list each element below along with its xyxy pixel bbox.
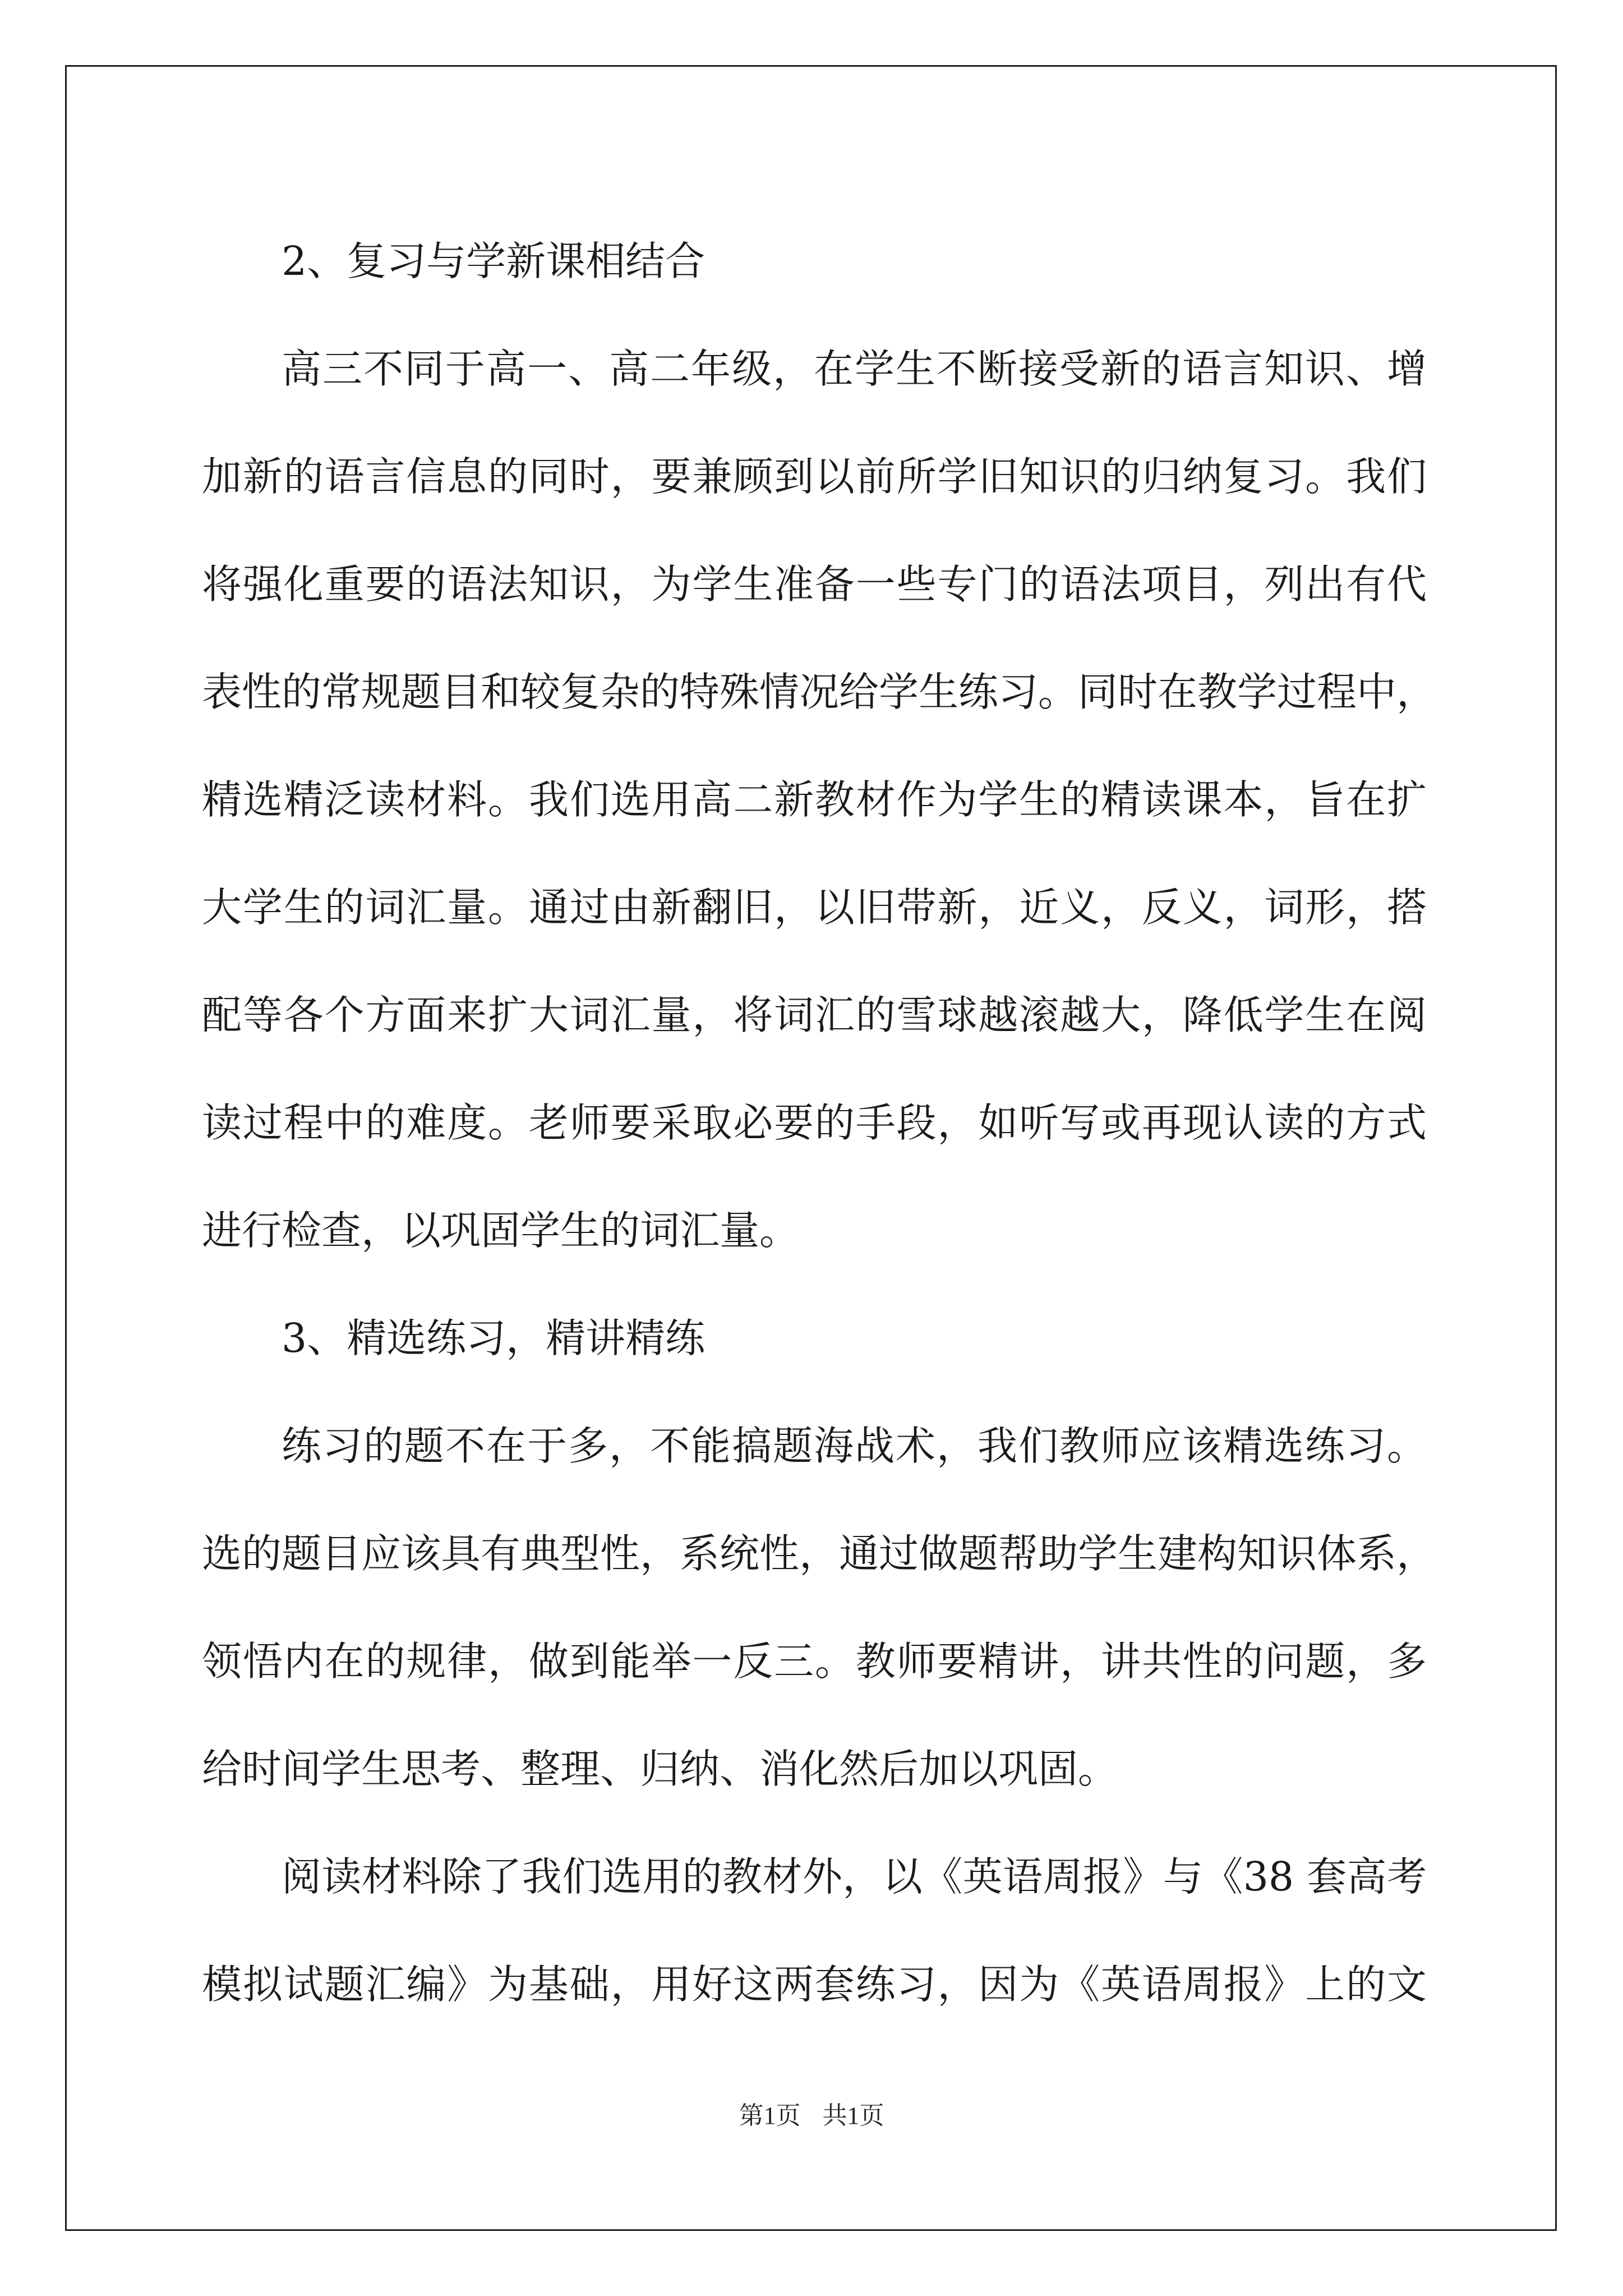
section-heading-3: 3、精选练习，精讲精练	[282, 1315, 706, 1361]
paragraph-line: 给时间学生思考、整理、归纳、消化然后加以巩固。	[202, 1746, 1118, 1792]
paragraph-line: 表性的常规题目和较复杂的特殊情况给学生练习。同时在教学过程中，	[202, 669, 1437, 715]
document-body	[202, 208, 1437, 2039]
paragraph-line: 选的题目应该具有典型性，系统性，通过做题帮助学生建构知识体系，	[202, 1530, 1437, 1577]
paragraph-line: 加新的语言信息的同时，要兼顾到以前所学旧知识的归纳复习。我们	[202, 453, 1427, 500]
paragraph-line: 高三不同于高一、高二年级，在学生不断接受新的语言知识、增	[282, 346, 1427, 392]
page-number: 第1页	[739, 2102, 801, 2129]
paragraph-line: 将强化重要的语法知识，为学生准备一些专门的语法项目，列出有代	[202, 561, 1427, 608]
page-footer	[0, 2095, 1623, 2131]
paragraph-line: 进行检查，以巩固学生的词汇量。	[202, 1207, 800, 1254]
paragraph-line: 练习的题不在于多，不能搞题海战术，我们教师应该精选练习。	[282, 1423, 1427, 1469]
paragraph-line: 精选精泛读材料。我们选用高二新教材作为学生的精读课本，旨在扩	[202, 776, 1427, 823]
page-total: 共1页	[822, 2102, 884, 2129]
paragraph-line: 阅读材料除了我们选用的教材外，以《英语周报》与《38 套高考	[282, 1853, 1427, 1900]
paragraph-line: 配等各个方面来扩大词汇量，将词汇的雪球越滚越大，降低学生在阅	[202, 992, 1427, 1038]
paragraph-line: 大学生的词汇量。通过由新翻旧，以旧带新，近义，反义，词形，搭	[202, 884, 1427, 931]
paragraph-line: 读过程中的难度。老师要采取必要的手段，如听写或再现认读的方式	[202, 1099, 1427, 1146]
paragraph-line: 领悟内在的规律，做到能举一反三。教师要精讲，讲共性的问题，多	[202, 1638, 1427, 1685]
paragraph-line: 模拟试题汇编》为基础，用好这两套练习，因为《英语周报》上的文	[202, 1961, 1427, 2008]
section-heading-2: 2、复习与学新课相结合	[282, 238, 706, 284]
